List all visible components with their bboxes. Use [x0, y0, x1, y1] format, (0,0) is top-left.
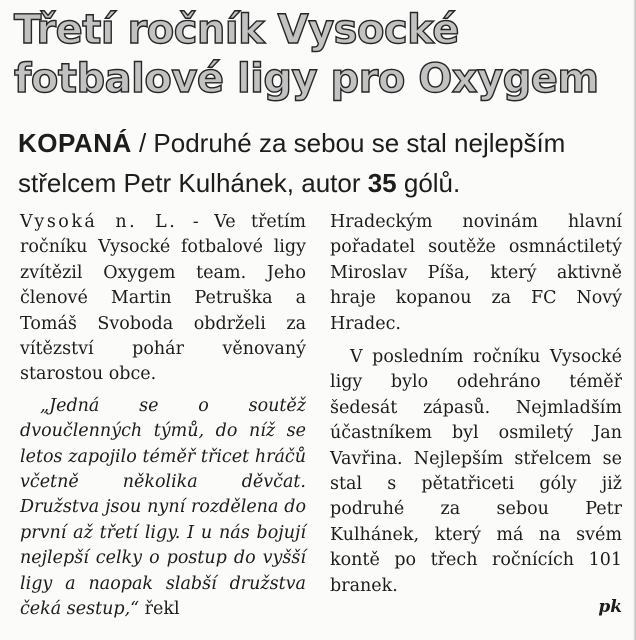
- subheadline: [18, 123, 628, 203]
- dateline: Vysoká n. L.: [20, 212, 178, 232]
- author-signature: pk: [598, 597, 622, 617]
- subheadline-text-after: gólů.: [396, 168, 461, 198]
- lead-text: - Ve třetím ročníku Vysocké fotbalové ligy zvítězil Oxygem team. Jeho členové Martin Petruška a Tomáš Svoboda obdrželi za vítězství pohár věnovaný starostou obce.: [20, 212, 307, 385]
- lead-paragraph: [20, 210, 306, 388]
- quote-text: „Jedná se o soutěž dvoučlenných týmů, do níž se letos zapojilo téměř třicet hráčů včetně několika děvčat. Družstva jsou nyní rozdělena do první až třetí ligy. I u nás bojují nejlepší celky o postup do vyšší ligy a naopak slabší družstva čeká sestup,“: [20, 395, 306, 620]
- article-column-left: [20, 210, 306, 623]
- subheadline-text-before: / Podruhé za sebou se stal nejlepším střelcem Petr Kulhánek, autor: [18, 128, 566, 198]
- continuation-paragraph: Hradeckým novinám hlavní pořadatel soutěže osmnáctiletý Miroslav Píša, který aktivně hraje kopanou za FC Nový Hradec.: [330, 212, 622, 334]
- subheadline-goal-count: 35: [367, 168, 397, 198]
- quote-attribution: řekl: [139, 599, 180, 620]
- article-column-right: [330, 210, 622, 599]
- final-paragraph: V posledním ročníku Vysocké ligy bylo odehráno téměř šedesát zápasů. Nejmladším účastníkem byl osmiletý Jan Vavřina. Nejlepším střelcem se stal s pětatřiceti góly již podruhé za sebou Petr Kulhánek, který má na svém kontě po třech ročnících 101 branek.: [330, 347, 622, 596]
- section-kicker: KOPANÁ: [18, 128, 132, 158]
- headline: Třetí ročník Vysocké fotbalové ligy pro Oxygem: [14, 7, 599, 102]
- quote-paragraph: [20, 394, 306, 623]
